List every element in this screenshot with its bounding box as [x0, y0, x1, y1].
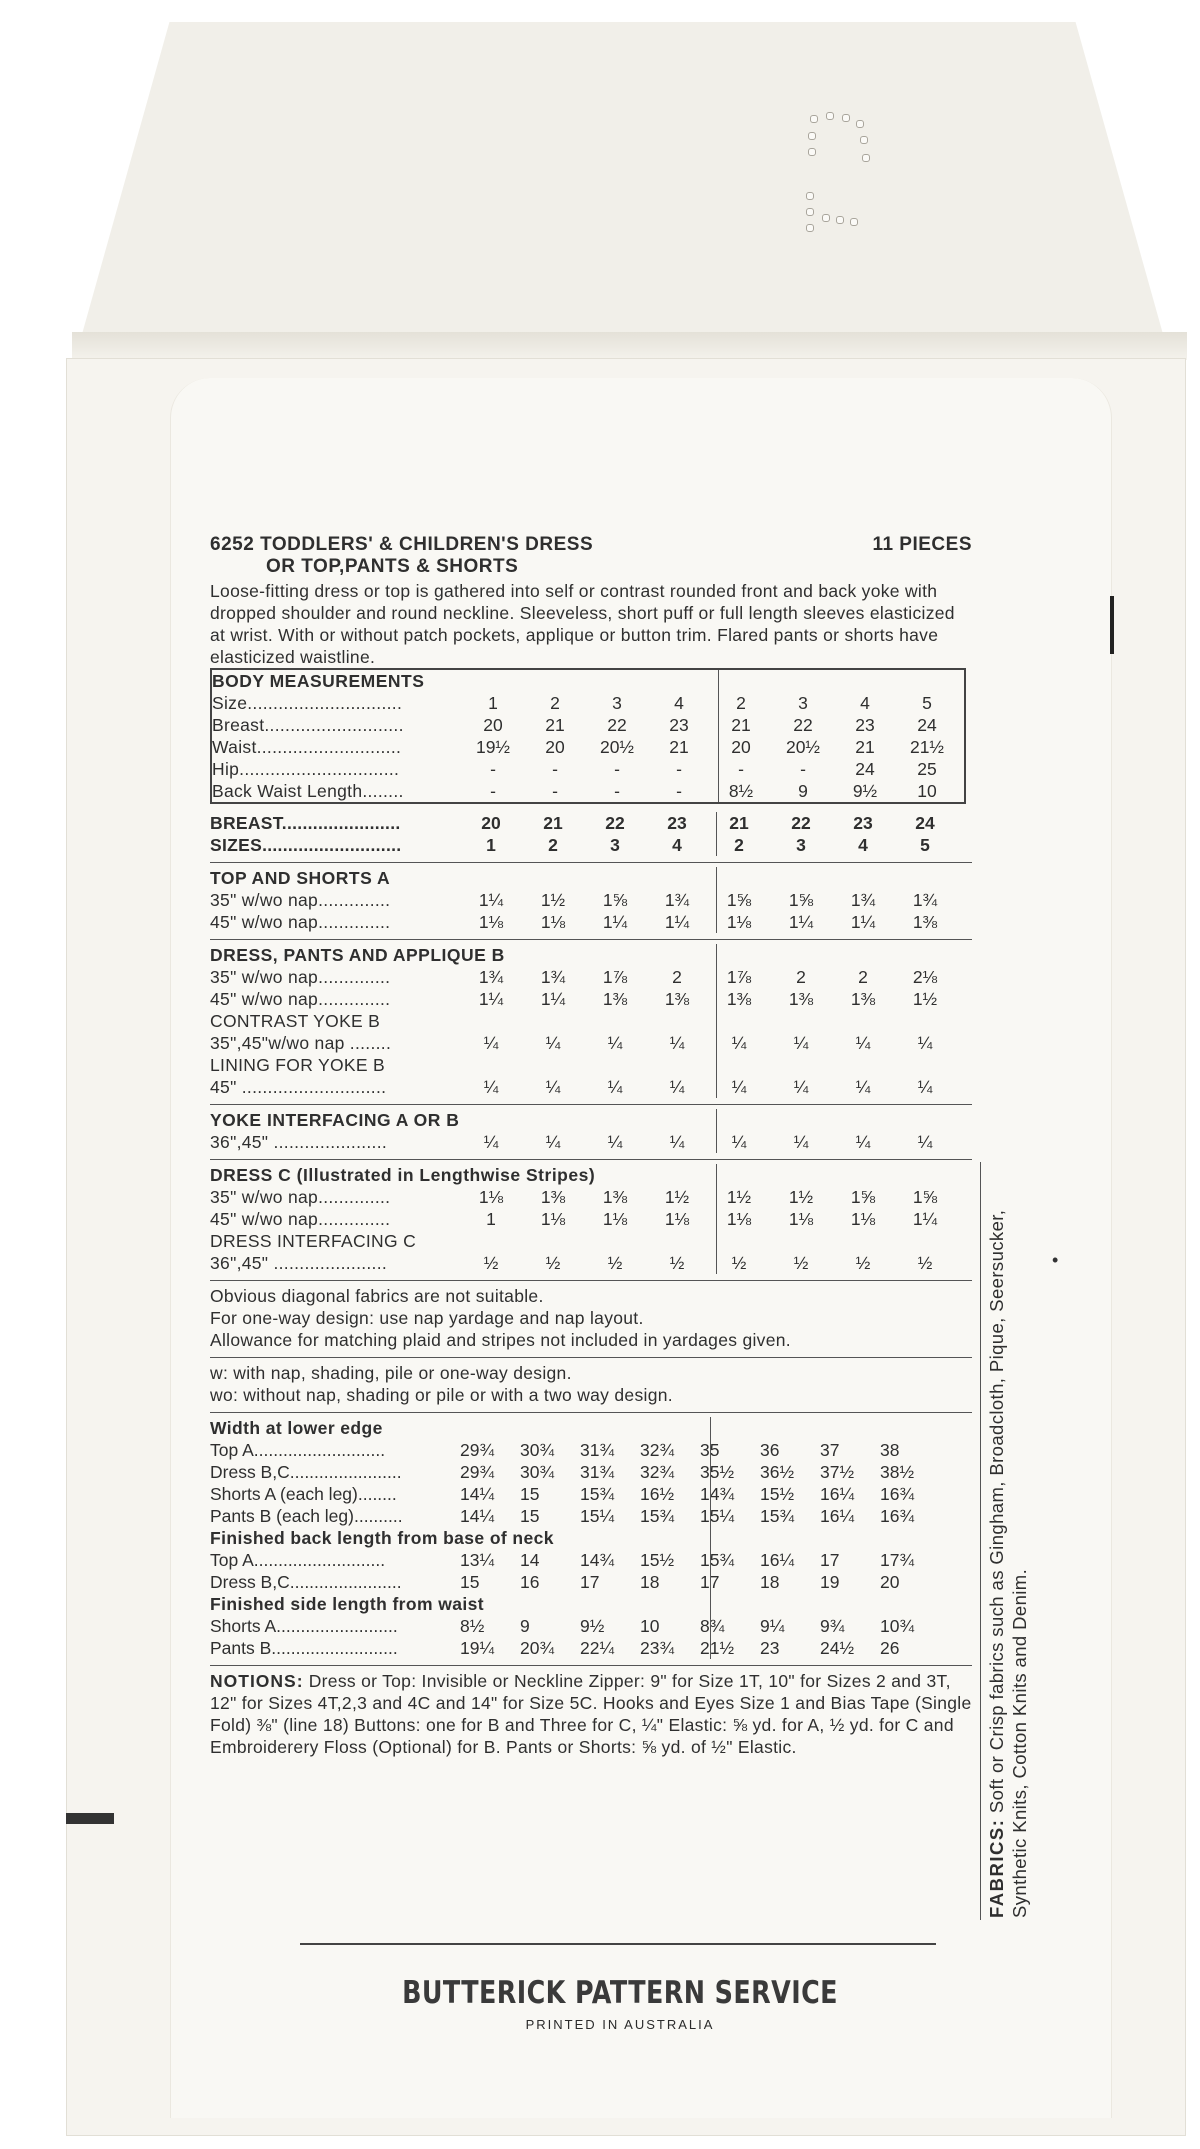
yardage-label: 45" w/wo nap..............	[210, 1209, 391, 1229]
yardage-value: 1¼	[478, 989, 504, 1009]
finished-value: 10	[640, 1616, 660, 1636]
finished-value: 32¾	[640, 1462, 675, 1482]
yardage-value: 1⅛	[540, 912, 566, 932]
yardage-value: ¼	[607, 1033, 623, 1053]
yardage-value: 1¾	[664, 890, 690, 910]
column-divider	[716, 867, 717, 933]
measurement-value: 25	[917, 759, 937, 779]
finished-value: 13¼	[460, 1550, 495, 1570]
yardage-value: ½	[483, 1253, 499, 1273]
yardage-value: ¼	[917, 1132, 933, 1152]
margin-mark	[66, 1813, 114, 1824]
yardage-value: 1	[486, 1209, 496, 1229]
yardage-value: 1¾	[478, 967, 504, 987]
pattern-info	[210, 534, 972, 1758]
size-value: 1	[486, 835, 496, 855]
yardage-value: ¼	[669, 1132, 685, 1152]
yardage-value: ¼	[483, 1132, 499, 1152]
yardage-value: 1¼	[664, 912, 690, 932]
notions-text: Dress or Top: Invisible or Neckline Zipper: 9" for Size 1T, 10" for Sizes 2 and 3T, 12" for Sizes 4T,2,3 and 4C and 14" for Size 5C. Hooks and Eyes Size 1 and Bias Tape (Single Fold) ⅜" (line 18) Buttons: one for B and Three for C, ¼" Elastic: ⅝ yd. for A, ½ yd. for C and Embroiderery Floss (Optional) for B. Pants or Shorts: ⅝ yd. of ½" Elastic.	[210, 1671, 972, 1757]
finished-value: 31¾	[580, 1462, 615, 1482]
finished-value: 17¾	[880, 1550, 915, 1570]
yardage-sections	[210, 862, 972, 1274]
yardage-value: ¼	[793, 1033, 809, 1053]
yardage-value: ½	[917, 1253, 933, 1273]
yardage-value: 1¼	[788, 912, 814, 932]
yardage-label: 35" w/wo nap..............	[210, 1187, 391, 1207]
measurement-value: 21	[731, 715, 751, 735]
finished-value: 35½	[700, 1462, 735, 1482]
pattern-number: 6252	[210, 534, 255, 555]
section-rule	[210, 862, 972, 863]
measurement-value: 4	[860, 693, 870, 713]
finished-value: 19¼	[460, 1638, 495, 1658]
brand-name: BUTTERICK PATTERN SERVICE	[402, 1975, 838, 2011]
footer	[300, 1975, 940, 2032]
notions-label: NOTIONS:	[210, 1671, 304, 1691]
finished-value: 16¼	[820, 1506, 855, 1526]
yardage-value: ¼	[793, 1077, 809, 1097]
body-measurements-heading: BODY MEASUREMENTS	[212, 671, 425, 691]
finished-value: 14¼	[460, 1506, 495, 1526]
body-measurements-table	[210, 668, 966, 804]
yardage-value: ¼	[669, 1033, 685, 1053]
measurement-value: 20	[545, 737, 565, 757]
yardage-grid	[210, 966, 972, 1098]
yardage-value: 1⅞	[602, 967, 628, 987]
yardage-value: ¼	[793, 1132, 809, 1152]
yardage-value: 1¼	[850, 912, 876, 932]
yardage-heading: TOP AND SHORTS A	[210, 868, 391, 888]
measurement-value: -	[738, 759, 744, 779]
measurement-value: 9½	[852, 781, 878, 801]
yardage-value: 1⅝	[602, 890, 628, 910]
finished-label: Dress B,C.......................	[210, 1462, 402, 1482]
measurement-value: 21½	[909, 737, 945, 757]
yardage-value: 1⅜	[602, 989, 628, 1009]
finished-value: 18	[760, 1572, 780, 1592]
measurement-value: 8½	[728, 781, 754, 801]
yardage-label: 45" ............................	[210, 1077, 387, 1097]
section-rule	[210, 1104, 972, 1105]
yardage-value: 1¾	[540, 967, 566, 987]
yardage-section	[210, 1109, 972, 1153]
yardage-value: 1⅛	[664, 1209, 690, 1229]
finished-value: 15¾	[640, 1506, 675, 1526]
yardage-value: ½	[545, 1253, 561, 1273]
finished-value: 26	[880, 1638, 900, 1658]
measurement-value: -	[614, 781, 620, 801]
note-line: For one-way design: use nap yardage and nap layout.	[210, 1308, 644, 1328]
yardage-value: 1¾	[912, 890, 938, 910]
finished-value: 23¾	[640, 1638, 675, 1658]
finished-value: 31¾	[580, 1440, 615, 1460]
measurement-value: -	[552, 781, 558, 801]
finished-value: 15	[520, 1484, 540, 1504]
finished-value: 16¾	[880, 1484, 915, 1504]
size-value: 4	[672, 835, 682, 855]
yardage-value: 1½	[664, 1187, 690, 1207]
finished-value: 9	[520, 1616, 530, 1636]
yardage-value: ½	[607, 1253, 623, 1273]
size-value: 3	[796, 835, 806, 855]
finished-heading: Finished back length from base of neck	[210, 1528, 554, 1548]
measurement-value: -	[676, 781, 682, 801]
yardage-value: 1⅝	[850, 1187, 876, 1207]
yardage-value: ¼	[731, 1132, 747, 1152]
finished-value: 17	[580, 1572, 600, 1592]
finished-measurements	[210, 1417, 972, 1659]
yardage-value: ¼	[917, 1033, 933, 1053]
yardage-value: ½	[855, 1253, 871, 1273]
finished-value: 9¾	[820, 1616, 845, 1636]
finished-label: Dress B,C.......................	[210, 1572, 402, 1592]
yardage-grid	[210, 1131, 972, 1153]
finished-value: 30¾	[520, 1462, 555, 1482]
nap-notes	[210, 1362, 972, 1406]
finished-value: 20¾	[520, 1638, 555, 1658]
yardage-label: DRESS INTERFACING C	[210, 1231, 417, 1251]
measurement-value: 20½	[785, 737, 821, 757]
measurement-value: 23	[669, 715, 689, 735]
yardage-value: 1⅜	[912, 912, 938, 932]
yardage-label: 36",45" ......................	[210, 1132, 388, 1152]
yardage-section	[210, 867, 972, 933]
measurement-value: -	[800, 759, 806, 779]
finished-value: 20	[880, 1572, 900, 1592]
yardage-value: 1⅛	[602, 1209, 628, 1229]
column-divider	[716, 812, 717, 856]
yardage-value: 2	[672, 967, 682, 987]
yardage-value: ½	[669, 1253, 685, 1273]
margin-mark	[1110, 596, 1114, 654]
yardage-value: ¼	[855, 1132, 871, 1152]
size-value: 3	[610, 835, 620, 855]
finished-value: 38	[880, 1440, 900, 1460]
yardage-value: 1⅛	[788, 1209, 814, 1229]
measurement-value: -	[490, 781, 496, 801]
measurement-value: -	[614, 759, 620, 779]
finished-grid	[210, 1615, 972, 1659]
breast-size: 23	[853, 813, 873, 833]
measurement-label: Size..............................	[212, 693, 403, 713]
yardage-label: 35" w/wo nap..............	[210, 967, 391, 987]
yardage-value: 2⅛	[912, 967, 938, 987]
yardage-label: 35" w/wo nap..............	[210, 890, 391, 910]
finished-value: 9¼	[760, 1616, 785, 1636]
yardage-heading: DRESS, PANTS AND APPLIQUE B	[210, 945, 505, 965]
finished-value: 21½	[700, 1638, 735, 1658]
yardage-value: ¼	[483, 1033, 499, 1053]
fabrics-label: FABRICS:	[986, 1818, 1007, 1918]
note-line: Allowance for matching plaid and stripes not included in yardages given.	[210, 1330, 791, 1350]
measurement-value: 21	[669, 737, 689, 757]
breast-size: 23	[667, 813, 687, 833]
yardage-grid	[210, 1186, 972, 1274]
yardage-value: 1¼	[478, 890, 504, 910]
yardage-value: 1⅛	[726, 1209, 752, 1229]
yardage-value: ¼	[483, 1077, 499, 1097]
yardage-value: 1½	[540, 890, 566, 910]
measurement-value: 23	[855, 715, 875, 735]
finished-label: Top A...........................	[210, 1440, 386, 1460]
finished-value: 24½	[820, 1638, 855, 1658]
finished-label: Pants B (each leg)..........	[210, 1506, 403, 1526]
finished-value: 14¾	[580, 1550, 615, 1570]
measurement-value: 21	[855, 737, 875, 757]
finished-value: 16¼	[820, 1484, 855, 1504]
finished-value: 15½	[760, 1484, 795, 1504]
finished-heading: Width at lower edge	[210, 1418, 383, 1438]
yardage-value: ½	[731, 1253, 747, 1273]
measurement-value: 24	[855, 759, 875, 779]
notions-block	[210, 1670, 972, 1758]
yardage-value: 1⅞	[726, 967, 752, 987]
size-value: 2	[734, 835, 744, 855]
size-value: 4	[858, 835, 868, 855]
breast-size: 22	[605, 813, 625, 833]
finished-value: 17	[700, 1572, 720, 1592]
finished-value: 14¾	[700, 1484, 735, 1504]
yardage-grid	[210, 889, 972, 933]
section-rule	[210, 1159, 972, 1160]
yardage-value: 1⅝	[912, 1187, 938, 1207]
yardage-section	[210, 1164, 972, 1274]
finished-label: Shorts A (each leg)........	[210, 1484, 397, 1504]
yardage-value: ¼	[855, 1033, 871, 1053]
finished-value: 15¼	[580, 1506, 615, 1526]
yardage-value: ¼	[545, 1033, 561, 1053]
yardage-label: 36",45" ......................	[210, 1253, 388, 1273]
finished-value: 16½	[640, 1484, 675, 1504]
yardage-value: 1⅝	[788, 890, 814, 910]
yardage-value: 1¾	[850, 890, 876, 910]
measurement-value: 21	[545, 715, 565, 735]
yardage-value: 1⅜	[850, 989, 876, 1009]
size-value: 5	[920, 835, 930, 855]
finished-label: Pants B..........................	[210, 1638, 398, 1658]
yardage-value: 1¼	[912, 1209, 938, 1229]
yardage-value: 2	[858, 967, 868, 987]
measurement-value: 4	[674, 693, 684, 713]
column-divider	[716, 944, 717, 1098]
printed-in: PRINTED IN AUSTRALIA	[525, 2017, 715, 2032]
finished-value: 29¾	[460, 1440, 495, 1460]
size-value: 2	[548, 835, 558, 855]
finished-value: 22¼	[580, 1638, 615, 1658]
breast-size: 22	[791, 813, 811, 833]
finished-value: 18	[640, 1572, 660, 1592]
yardage-label: 45" w/wo nap..............	[210, 912, 391, 932]
column-divider	[710, 1417, 711, 1659]
yardage-value: 1¼	[602, 912, 628, 932]
finished-value: 35	[700, 1440, 720, 1460]
yardage-label: CONTRAST YOKE B	[210, 1011, 381, 1031]
yardage-value: 1⅝	[726, 890, 752, 910]
measurement-value: 3	[798, 693, 808, 713]
perforation-holes	[800, 110, 900, 240]
yardage-value: 1¼	[540, 989, 566, 1009]
measurement-value: 2	[550, 693, 560, 713]
envelope-flap	[70, 22, 1175, 377]
pattern-description: Loose-fitting dress or top is gathered into self or contrast rounded front and back yoke with dropped shoulder and round neckline. Sleeveless, short puff or full length sleeves elasticized at wrist. With or without patch pockets, applique or button trim. Flared pants or shorts have elasticized waistline.	[210, 581, 955, 667]
yardage-value: 1½	[912, 989, 938, 1009]
yardage-value: 1⅛	[850, 1209, 876, 1229]
finished-heading: Finished side length from waist	[210, 1594, 484, 1614]
yardage-label: LINING FOR YOKE B	[210, 1055, 385, 1075]
finished-value: 15	[460, 1572, 480, 1592]
measurement-label: Waist............................	[212, 737, 402, 757]
yardage-section	[210, 944, 972, 1098]
breast-size: 24	[915, 813, 935, 833]
measurement-value: 20½	[599, 737, 635, 757]
yardage-value: 1½	[726, 1187, 752, 1207]
finished-value: 15¾	[580, 1484, 615, 1504]
yardage-value: ¼	[669, 1077, 685, 1097]
section-rule	[210, 939, 972, 940]
yardage-heading: YOKE INTERFACING A OR B	[210, 1110, 460, 1130]
finished-value: 8¾	[700, 1616, 725, 1636]
yardage-heading: DRESS C (Illustrated in Lengthwise Stripes)	[210, 1165, 596, 1185]
finished-value: 15	[520, 1506, 540, 1526]
yardage-value: ¼	[607, 1132, 623, 1152]
measurement-value: 19½	[475, 737, 511, 757]
yardage-value: ½	[793, 1253, 809, 1273]
yardage-value: ¼	[545, 1132, 561, 1152]
note-line: Obvious diagonal fabrics are not suitable.	[210, 1286, 544, 1306]
column-divider	[716, 1109, 717, 1153]
finished-value: 15¾	[700, 1550, 735, 1570]
fabric-notes	[210, 1285, 972, 1351]
finished-value: 15¼	[700, 1506, 735, 1526]
measurement-value: 22	[793, 715, 813, 735]
yardage-value: 1⅜	[540, 1187, 566, 1207]
finished-label: Shorts A.........................	[210, 1616, 398, 1636]
yardage-label: 45" w/wo nap..............	[210, 989, 391, 1009]
sizes-label: SIZES...........................	[210, 835, 402, 855]
measurement-value: 2	[736, 693, 746, 713]
finished-label: Top A...........................	[210, 1550, 386, 1570]
breast-size: 21	[543, 813, 563, 833]
fabrics-note	[985, 1158, 1031, 1918]
divider	[300, 1943, 936, 1945]
finished-value: 37	[820, 1440, 840, 1460]
measurement-value: 24	[917, 715, 937, 735]
measurement-value: 3	[612, 693, 622, 713]
finished-value: 15¾	[760, 1506, 795, 1526]
yardage-value: 1⅛	[478, 912, 504, 932]
finished-value: 37½	[820, 1462, 855, 1482]
column-divider	[718, 670, 719, 802]
breast-size: 21	[729, 813, 749, 833]
yardage-value: ¼	[607, 1077, 623, 1097]
yardage-value: 2	[796, 967, 806, 987]
pattern-title-line2: OR TOP,PANTS & SHORTS	[266, 556, 519, 577]
finished-value: 16¾	[880, 1506, 915, 1526]
yardage-value: 1⅜	[664, 989, 690, 1009]
finished-value: 16	[520, 1572, 540, 1592]
finished-value: 38½	[880, 1462, 915, 1482]
measurement-value: 20	[483, 715, 503, 735]
yardage-value: ¼	[917, 1077, 933, 1097]
yardage-value: ¼	[731, 1077, 747, 1097]
finished-value: 36	[760, 1440, 780, 1460]
yardage-value: ¼	[731, 1033, 747, 1053]
pattern-header	[210, 534, 972, 578]
measurement-value: 22	[607, 715, 627, 735]
finished-value: 8½	[460, 1616, 485, 1636]
finished-value: 14	[520, 1550, 540, 1570]
breast-label: BREAST.......................	[210, 813, 401, 833]
measurement-label: Breast...........................	[212, 715, 404, 735]
note-line: w: with nap, shading, pile or one-way design.	[210, 1363, 572, 1383]
stray-mark: •	[1052, 1250, 1059, 1270]
measurement-value: 5	[922, 693, 932, 713]
yardage-value: 1⅛	[726, 912, 752, 932]
finished-value: 29¾	[460, 1462, 495, 1482]
measurement-value: -	[490, 759, 496, 779]
fabrics-text: Soft or Crisp fabrics such as Gingham, Broadcloth, Pique, Seersucker, Synthetic Knits, Cotton Knits and Denim.	[986, 1209, 1030, 1918]
finished-grid	[210, 1439, 972, 1527]
measurement-value: 1	[488, 693, 498, 713]
yardage-label: 35",45"w/wo nap ........	[210, 1033, 392, 1053]
flap-fold	[72, 332, 1187, 360]
finished-value: 10¾	[880, 1616, 915, 1636]
yardage-value: 1⅛	[478, 1187, 504, 1207]
yardage-value: 1⅜	[602, 1187, 628, 1207]
yardage-value: ¼	[855, 1077, 871, 1097]
yardage-value: 1½	[788, 1187, 814, 1207]
measurement-label: Back Waist Length........	[212, 781, 404, 801]
finished-value: 16¼	[760, 1550, 795, 1570]
yardage-value: 1⅜	[788, 989, 814, 1009]
breast-size: 20	[481, 813, 501, 833]
yardage-value: ¼	[545, 1077, 561, 1097]
measurement-label: Hip...............................	[212, 759, 400, 779]
measurement-value: -	[552, 759, 558, 779]
yardage-value: 1⅛	[540, 1209, 566, 1229]
finished-value: 36½	[760, 1462, 795, 1482]
finished-value: 9½	[580, 1616, 605, 1636]
finished-value: 19	[820, 1572, 840, 1592]
finished-value: 23	[760, 1638, 780, 1658]
sizes-block	[210, 812, 972, 856]
pattern-title-line1: TODDLERS' & CHILDREN'S DRESS	[260, 534, 594, 555]
yardage-value: 1⅜	[726, 989, 752, 1009]
finished-value: 14¼	[460, 1484, 495, 1504]
finished-value: 17	[820, 1550, 840, 1570]
finished-value: 30¾	[520, 1440, 555, 1460]
finished-value: 32¾	[640, 1440, 675, 1460]
measurement-value: 10	[917, 781, 937, 801]
measurement-value: 9	[798, 781, 808, 801]
fabrics-divider	[980, 1162, 981, 1920]
measurement-value: -	[676, 759, 682, 779]
note-line: wo: without nap, shading or pile or with a two way design.	[210, 1385, 673, 1405]
measurement-value: 20	[731, 737, 751, 757]
column-divider	[716, 1164, 717, 1274]
pieces-count: 11 PIECES	[872, 534, 972, 555]
finished-value: 15½	[640, 1550, 675, 1570]
finished-grid	[210, 1549, 972, 1593]
body-measurements-grid	[212, 692, 964, 802]
